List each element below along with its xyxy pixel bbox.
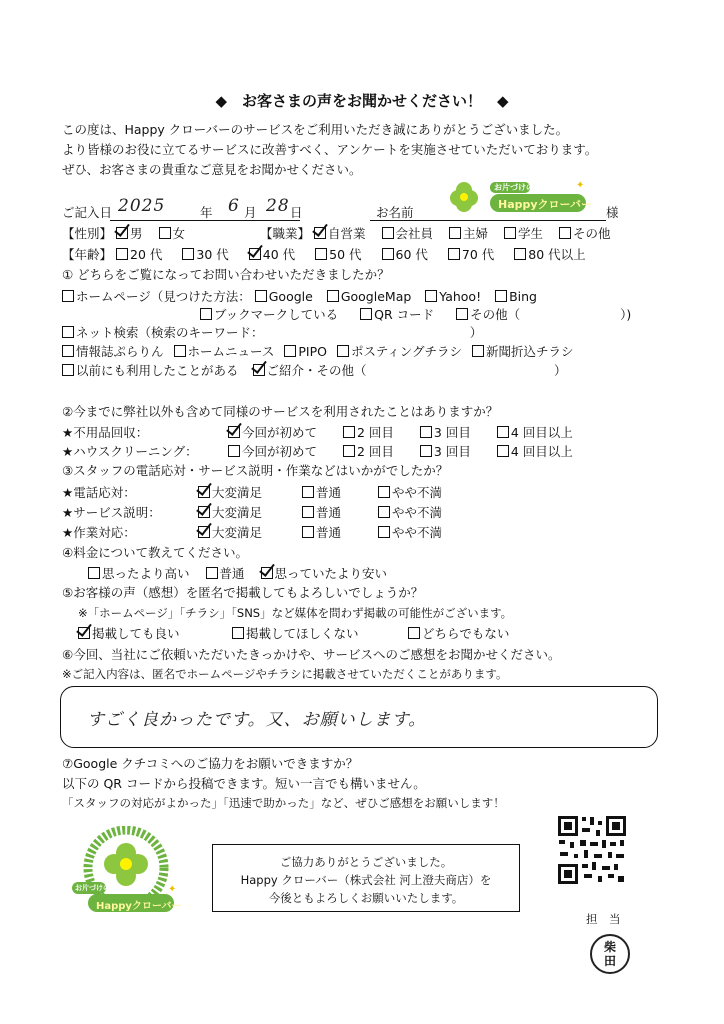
- age-30s[interactable]: [182, 247, 228, 263]
- checkbox-checked-icon[interactable]: [253, 364, 265, 376]
- checkbox-icon[interactable]: [182, 248, 194, 260]
- q2-row-1-options: [228, 425, 573, 441]
- q3-row-3-label: ★作業対応：: [62, 525, 136, 540]
- gender-female[interactable]: [159, 226, 186, 242]
- q1-net-search[interactable]: [62, 325, 482, 341]
- thanks-line-1: ご協力ありがとうございました。: [279, 855, 453, 869]
- checkbox-icon[interactable]: [448, 248, 460, 260]
- checkbox-checked-icon[interactable]: [314, 227, 326, 239]
- option-label: Google: [268, 289, 313, 304]
- q6-title: ⑥今回、当社にご依頼いただいたきっかけや、サービスへのご感想をお聞かせください。: [62, 647, 561, 662]
- age-row: [62, 247, 586, 263]
- checkbox-icon[interactable]: [378, 526, 390, 538]
- checkbox-icon[interactable]: [420, 445, 432, 457]
- option-label: 自営業: [328, 226, 366, 241]
- option-label: Yahoo!: [439, 289, 482, 304]
- q2-r1-second[interactable]: [343, 425, 394, 441]
- q3-r1-very[interactable]: [198, 485, 298, 501]
- option-label: その他: [573, 226, 611, 241]
- q4-cheap[interactable]: [261, 566, 388, 582]
- option-label: 50 代: [329, 247, 362, 262]
- checkbox-icon[interactable]: [116, 248, 128, 260]
- option-label: 3 回目: [433, 444, 471, 459]
- intro-line-3: ぜひ、お客さまの貴重なご意見をお聞かせください。: [62, 162, 362, 177]
- option-label: 普通: [219, 566, 245, 581]
- q6-note: ※ご記入内容は、匿名でホームページやチラシに掲載させていただくことがあります。: [62, 667, 508, 681]
- thanks-line-3: 今後ともよろしくお願いいたします。: [268, 891, 464, 905]
- checkbox-icon[interactable]: [302, 506, 314, 518]
- q1-googlemap[interactable]: [327, 289, 411, 305]
- svg-text:✦: ✦: [576, 180, 585, 191]
- checkbox-checked-icon[interactable]: [228, 426, 240, 438]
- checkbox-icon[interactable]: [206, 567, 218, 579]
- q1-row-2: [200, 307, 631, 323]
- intro-line-2: より皆様のお役に立てるサービスに改善すべく、アンケートを実施させていただいております。: [62, 142, 598, 157]
- checkbox-icon[interactable]: [200, 308, 212, 320]
- checkbox-icon[interactable]: [315, 248, 327, 260]
- age-80s[interactable]: [514, 247, 585, 263]
- option-label: 掲載してほしくない: [245, 626, 359, 641]
- option-label: 以前にも利用したことがある: [76, 363, 239, 378]
- q3-r3-dis[interactable]: [378, 525, 442, 541]
- q4-options: [88, 566, 387, 582]
- checkbox-icon[interactable]: [495, 290, 507, 302]
- option-label: 2 回目: [357, 444, 394, 459]
- job-employee[interactable]: [382, 226, 434, 242]
- gender-male[interactable]: [116, 226, 143, 242]
- q2-r2-fourth[interactable]: [497, 444, 573, 460]
- checkbox-icon[interactable]: [284, 345, 296, 357]
- checkbox-icon[interactable]: [174, 345, 186, 357]
- option-label: 普通: [315, 505, 341, 520]
- option-label: やや不満: [391, 525, 442, 540]
- checkbox-icon[interactable]: [559, 227, 571, 239]
- checkbox-icon[interactable]: [337, 345, 349, 357]
- checkbox-icon[interactable]: [62, 290, 74, 302]
- age-label: 【年齢】: [62, 247, 113, 262]
- job-self-employed[interactable]: [314, 226, 366, 242]
- option-label: やや不満: [391, 505, 442, 520]
- q3-r2-normal[interactable]: [302, 505, 374, 521]
- option-label: 60 代: [395, 247, 428, 262]
- option-label: PIPO: [298, 344, 327, 359]
- q4-normal[interactable]: [206, 566, 245, 582]
- checkbox-icon[interactable]: [62, 345, 74, 357]
- date-underline: [110, 220, 300, 221]
- checkbox-checked-icon[interactable]: [78, 627, 90, 639]
- age-50s[interactable]: [315, 247, 361, 263]
- option-label: ホームニュース: [187, 344, 275, 359]
- checkbox-icon[interactable]: [232, 627, 244, 639]
- q7-line-1: 以下の QR コードから投稿できます。短い一言でも構いません。: [62, 776, 426, 791]
- option-label: 大変満足: [212, 505, 263, 520]
- q3-row-1-label: ★電話応対：: [62, 485, 136, 500]
- q6-answer: すごく良かったです。又、お願いします。: [87, 710, 427, 730]
- checkbox-icon[interactable]: [497, 426, 509, 438]
- q2-r2-first[interactable]: [228, 444, 317, 460]
- thanks-line-2: Happy クローバー（株式会社 河上澄夫商店）を: [240, 873, 492, 887]
- q1-pipo[interactable]: [284, 344, 327, 360]
- option-label: ご紹介・その他（ ）: [266, 363, 567, 378]
- q2-r2-third[interactable]: [420, 444, 471, 460]
- date-label: ご記入日: [62, 205, 113, 220]
- option-label: ブックマークしている: [214, 307, 339, 322]
- option-label: 3 回目: [433, 425, 471, 440]
- checkbox-checked-icon[interactable]: [198, 526, 210, 538]
- qr-code-icon: [556, 814, 628, 886]
- checkbox-icon[interactable]: [504, 227, 516, 239]
- q3-r1-normal[interactable]: [302, 485, 374, 501]
- checkbox-checked-icon[interactable]: [249, 248, 261, 260]
- option-label: 今回が初めて: [242, 425, 318, 440]
- year-unit: 年: [200, 205, 213, 220]
- option-label: ネット検索（検索のキーワード： ）: [76, 325, 483, 340]
- checkbox-icon[interactable]: [159, 227, 171, 239]
- job-student[interactable]: [504, 226, 543, 242]
- name-logo: [440, 172, 590, 220]
- checkbox-icon[interactable]: [378, 486, 390, 498]
- q5-title: ⑤お客様の声（感想）を匿名で掲載してもよろしいでしょうか？: [62, 585, 424, 600]
- checkbox-icon[interactable]: [302, 526, 314, 538]
- age-20s[interactable]: [116, 247, 162, 263]
- q2-row-2-options: [228, 444, 573, 460]
- q3-title: ③スタッフの電話応対・サービス説明・作業などはいかがでしたか？: [62, 463, 449, 478]
- q3-r3-normal[interactable]: [302, 525, 374, 541]
- option-label: 学生: [518, 226, 544, 241]
- q1-insert[interactable]: [472, 344, 574, 360]
- month-unit: 月: [244, 205, 257, 220]
- svg-text:✦: ✦: [168, 884, 177, 895]
- option-label: 大変満足: [212, 525, 263, 540]
- q2-title: ②今までに弊社以外も含めて同様のサービスを利用されたことはありますか？: [62, 404, 499, 419]
- q1-qr[interactable]: [360, 307, 434, 323]
- q5-ok[interactable]: [78, 626, 228, 642]
- checkbox-icon[interactable]: [360, 308, 372, 320]
- checkbox-icon[interactable]: [327, 290, 339, 302]
- checkbox-icon[interactable]: [456, 308, 468, 320]
- age-40s[interactable]: [249, 247, 295, 263]
- q7-title: ⑦Google クチコミへのご協力をお願いできますか？: [62, 756, 359, 771]
- checkbox-icon[interactable]: [62, 364, 74, 376]
- checkbox-icon[interactable]: [343, 426, 355, 438]
- checkbox-checked-icon[interactable]: [116, 227, 128, 239]
- intro-line-1: この度は、Happy クローバーのサービスをご利用いただき誠にありがとうございました。: [62, 122, 569, 137]
- option-label: QR コード: [374, 307, 435, 322]
- job-other[interactable]: [559, 226, 611, 242]
- q1-row-1: [62, 289, 537, 305]
- day-unit: 日: [290, 205, 303, 220]
- staff-label: 担 当: [586, 912, 621, 926]
- checkbox-icon[interactable]: [378, 506, 390, 518]
- option-label: ポスティングチラシ: [350, 344, 462, 359]
- thanks-box: [212, 844, 520, 912]
- name-label: お名前: [376, 205, 414, 220]
- q4-expensive[interactable]: [88, 566, 190, 582]
- qr-code[interactable]: [556, 814, 628, 886]
- option-label: 2 回目: [357, 425, 394, 440]
- option-label: 女: [172, 226, 186, 241]
- honorific: 様: [606, 205, 619, 220]
- gender-row: [62, 226, 185, 242]
- checkbox-icon[interactable]: [425, 290, 437, 302]
- option-label: 4 回目以上: [510, 444, 573, 459]
- option-label: 20 代: [130, 247, 163, 262]
- option-label: どちらでもない: [421, 626, 510, 641]
- option-label: 普通: [315, 485, 341, 500]
- date-year: 2025: [118, 196, 166, 216]
- option-label: 情報誌ぷらりん: [76, 344, 164, 359]
- q3-row-3-options: [198, 525, 442, 541]
- job-row: [260, 226, 611, 242]
- q1-title: ① どちらをご覧になってお問い合わせいただきましたか？: [62, 267, 390, 282]
- staff-stamp-text: 柴田: [603, 940, 616, 968]
- q5-note: ※「ホームページ」「チラシ」「SNS」など媒体を問わず掲載の可能性がございます。: [78, 606, 513, 620]
- checkbox-icon[interactable]: [472, 345, 484, 357]
- option-label: その他（ ）): [470, 307, 632, 322]
- checkbox-icon[interactable]: [408, 627, 420, 639]
- name-logo-small: お片づけの: [494, 183, 534, 192]
- q3-r2-dis[interactable]: [378, 505, 442, 521]
- checkbox-icon[interactable]: [497, 445, 509, 457]
- checkbox-icon[interactable]: [343, 445, 355, 457]
- q5-no[interactable]: [232, 626, 404, 642]
- checkbox-icon[interactable]: [420, 426, 432, 438]
- option-label: 思っていたより安い: [274, 566, 388, 581]
- footer-logo-brand: Happyクローバー: [96, 901, 182, 912]
- q2-row-2-label: ★ハウスクリーニング：: [62, 444, 198, 459]
- checkbox-icon[interactable]: [228, 445, 240, 457]
- option-label: Bing: [509, 289, 537, 304]
- q2-r2-second[interactable]: [343, 444, 394, 460]
- option-label: 70 代: [461, 247, 495, 262]
- checkbox-icon[interactable]: [255, 290, 267, 302]
- q1-used-before[interactable]: [62, 363, 239, 379]
- checkbox-checked-icon[interactable]: [198, 506, 210, 518]
- option-label: 新聞折込チラシ: [485, 344, 574, 359]
- footer-logo-small: お片づけの: [75, 884, 110, 892]
- page-title: ◆ お客さまの声をお聞かせください！ ◆: [215, 92, 509, 110]
- checkbox-icon[interactable]: [449, 227, 461, 239]
- q3-row-2-options: [198, 505, 442, 521]
- q6-answer-box[interactable]: [60, 686, 658, 748]
- option-label: GoogleMap: [340, 289, 412, 304]
- date-day: 28: [266, 196, 290, 216]
- option-label: 40 代: [262, 247, 296, 262]
- option-label: ホームページ（見つけた方法：: [76, 289, 251, 304]
- q1-other[interactable]: [456, 307, 631, 323]
- age-70s[interactable]: [448, 247, 494, 263]
- q2-r1-third[interactable]: [420, 425, 471, 441]
- q1-homepage[interactable]: [62, 289, 251, 305]
- q3-r2-very[interactable]: [198, 505, 298, 521]
- checkbox-icon[interactable]: [302, 486, 314, 498]
- job-label: 【職業】: [260, 226, 311, 241]
- date-month: 6: [228, 196, 240, 216]
- q1-posting[interactable]: [337, 344, 462, 360]
- q3-row-1-options: [198, 485, 442, 501]
- staff-stamp: [590, 934, 630, 974]
- checkbox-icon[interactable]: [382, 248, 394, 260]
- q2-r1-first[interactable]: [228, 425, 317, 441]
- q2-row-1-label: ★不用品回収：: [62, 425, 149, 440]
- option-label: 主婦: [463, 226, 489, 241]
- q1-referral[interactable]: [253, 363, 567, 379]
- option-label: やや不満: [391, 485, 442, 500]
- checkbox-icon[interactable]: [88, 567, 100, 579]
- q1-magazine[interactable]: [62, 344, 164, 360]
- option-label: 30 代: [196, 247, 229, 262]
- q1-row-4: [62, 344, 573, 360]
- option-label: 掲載しても良い: [92, 626, 180, 641]
- checkbox-icon[interactable]: [514, 248, 526, 260]
- q3-r1-dis[interactable]: [378, 485, 442, 501]
- option-label: 今回が初めて: [242, 444, 318, 459]
- footer-logo: [66, 826, 186, 918]
- q4-title: ④料金について教えてください。: [62, 545, 248, 560]
- q5-neither[interactable]: [408, 626, 509, 642]
- q1-yahoo[interactable]: [425, 289, 481, 305]
- q5-options: [78, 626, 509, 642]
- option-label: 80 代以上: [528, 247, 586, 262]
- q7-line-2: 「スタッフの対応がよかった」「迅速で助かった」など、ぜひご感想をお願いします！: [62, 796, 505, 810]
- option-label: 男: [130, 226, 143, 241]
- checkbox-icon[interactable]: [382, 227, 394, 239]
- q3-row-2-label: ★サービス説明：: [62, 505, 161, 520]
- q1-bookmark[interactable]: [200, 307, 338, 323]
- checkbox-icon[interactable]: [62, 326, 74, 338]
- checkbox-checked-icon[interactable]: [198, 486, 210, 498]
- option-label: 4 回目以上: [510, 425, 573, 440]
- option-label: 思ったより高い: [102, 566, 190, 581]
- name-underline: [370, 220, 606, 221]
- gender-label: 【性別】: [62, 226, 113, 241]
- name-logo-brand: Happyクローバー: [498, 198, 592, 211]
- job-homemaker[interactable]: [449, 226, 488, 242]
- q2-r1-fourth[interactable]: [497, 425, 573, 441]
- q1-google[interactable]: [255, 289, 313, 305]
- q1-bing[interactable]: [495, 289, 537, 305]
- option-label: 大変満足: [212, 485, 263, 500]
- option-label: 普通: [315, 525, 341, 540]
- q3-r3-very[interactable]: [198, 525, 298, 541]
- q1-row-5: [62, 363, 567, 379]
- age-60s[interactable]: [382, 247, 428, 263]
- option-label: 会社員: [395, 226, 434, 241]
- checkbox-checked-icon[interactable]: [261, 567, 273, 579]
